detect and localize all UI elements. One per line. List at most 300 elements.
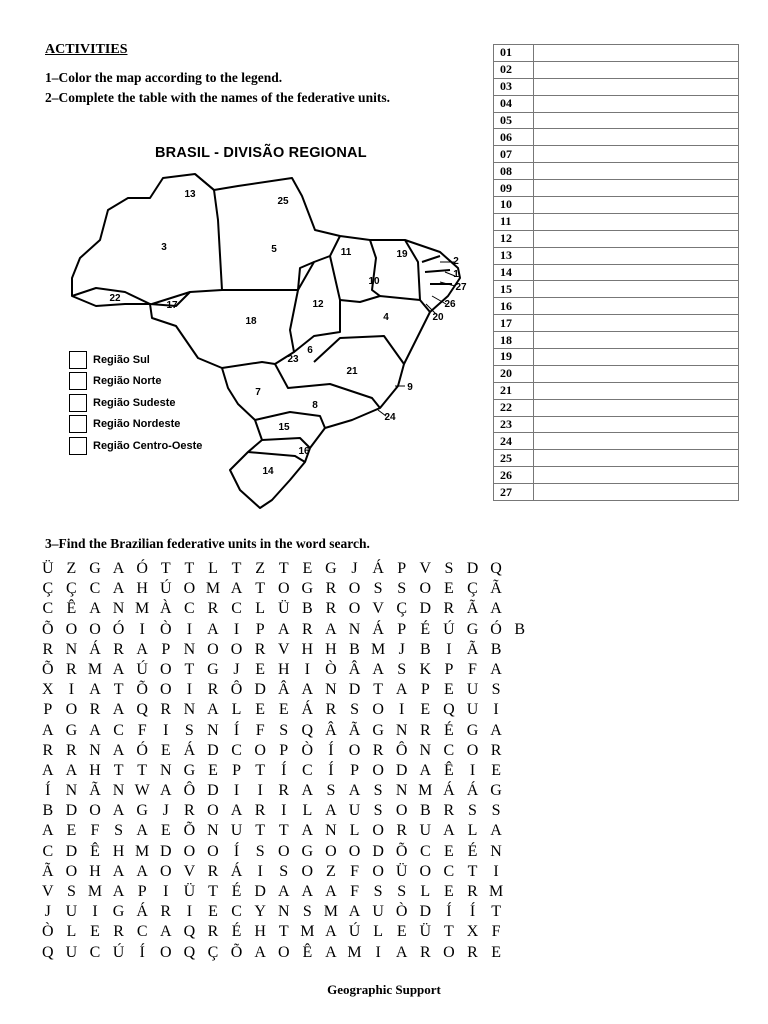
letter-cell[interactable]: Z	[326, 862, 336, 880]
legend-color-box[interactable]	[69, 437, 87, 455]
letter-cell[interactable]: C	[231, 903, 242, 921]
answer-cell[interactable]	[534, 467, 739, 484]
letter-cell[interactable]: Á	[443, 782, 455, 800]
letter-cell[interactable]: O	[159, 681, 172, 699]
letter-cell[interactable]: E	[396, 923, 407, 941]
letter-cell[interactable]: A	[325, 802, 337, 820]
letter-cell[interactable]: J	[233, 660, 240, 678]
letter-cell[interactable]: E	[491, 761, 501, 779]
letter-cell[interactable]: I	[68, 681, 75, 699]
answer-cell[interactable]	[534, 484, 739, 501]
answer-cell[interactable]	[534, 78, 739, 95]
letter-cell[interactable]: C	[184, 600, 195, 618]
letter-cell[interactable]: Ã	[466, 600, 479, 618]
letter-cell[interactable]: I	[233, 782, 240, 800]
letter-cell[interactable]: D	[65, 802, 78, 820]
letter-cell[interactable]: C	[42, 600, 54, 618]
letter-cell[interactable]: N	[395, 721, 408, 739]
letter-cell[interactable]: T	[491, 903, 501, 921]
letter-cell[interactable]: A	[301, 782, 314, 800]
letter-cell[interactable]: S	[373, 580, 383, 598]
letter-cell[interactable]: Ò	[42, 923, 54, 941]
letter-cell[interactable]: R	[372, 741, 384, 759]
letter-cell[interactable]: E	[444, 883, 454, 900]
letter-cell[interactable]: B	[419, 802, 431, 820]
letter-cell[interactable]: R	[396, 822, 408, 840]
letter-cell[interactable]: I	[446, 640, 452, 658]
letter-cell[interactable]: R	[467, 943, 478, 961]
letter-cell[interactable]: Ç	[207, 943, 219, 961]
letter-cell[interactable]: S	[468, 802, 477, 820]
letter-cell[interactable]: R	[325, 580, 337, 598]
word-search-grid[interactable]	[36, 559, 531, 963]
letter-cell[interactable]: G	[136, 802, 148, 820]
letter-cell[interactable]: Ü	[419, 923, 432, 941]
letter-cell[interactable]: R	[160, 701, 172, 719]
letter-cell[interactable]: U	[65, 903, 78, 921]
letter-cell[interactable]: P	[397, 620, 407, 638]
letter-cell[interactable]: N	[277, 903, 290, 921]
letter-cell[interactable]: S	[397, 883, 407, 900]
letter-cell[interactable]: A	[89, 721, 101, 739]
letter-cell[interactable]: U	[65, 943, 78, 961]
letter-cell[interactable]: O	[230, 640, 243, 658]
letter-cell[interactable]: R	[278, 782, 290, 800]
letter-cell[interactable]: S	[279, 862, 289, 880]
letter-cell[interactable]: I	[139, 620, 145, 638]
letter-cell[interactable]: O	[419, 862, 432, 880]
letter-cell[interactable]: S	[491, 802, 501, 820]
letter-cell[interactable]: O	[207, 842, 219, 860]
letter-cell[interactable]: C	[301, 761, 313, 779]
letter-cell[interactable]: O	[207, 802, 219, 820]
letter-cell[interactable]: Õ	[42, 660, 54, 678]
answer-cell[interactable]	[534, 416, 739, 433]
answer-cell[interactable]	[534, 146, 739, 163]
letter-cell[interactable]: T	[467, 862, 478, 880]
letter-cell[interactable]: A	[112, 802, 125, 820]
letter-cell[interactable]: D	[419, 903, 432, 921]
letter-cell[interactable]: O	[207, 640, 219, 658]
letter-cell[interactable]: D	[419, 600, 432, 618]
letter-cell[interactable]: H	[325, 640, 337, 658]
letter-cell[interactable]: I	[399, 701, 405, 719]
answer-cell[interactable]	[534, 61, 739, 78]
letter-cell[interactable]: V	[372, 600, 384, 618]
letter-cell[interactable]: I	[493, 862, 499, 880]
answer-cell[interactable]	[534, 315, 739, 332]
letter-cell[interactable]: A	[490, 721, 502, 739]
letter-cell[interactable]: O	[372, 822, 384, 840]
letter-cell[interactable]: S	[326, 782, 336, 800]
letter-cell[interactable]: Í	[233, 721, 240, 739]
letter-cell[interactable]: Í	[328, 741, 334, 759]
letter-cell[interactable]: G	[301, 842, 314, 860]
letter-cell[interactable]: G	[325, 560, 337, 577]
letter-cell[interactable]: F	[491, 923, 501, 941]
letter-cell[interactable]: Ü	[42, 560, 54, 577]
letter-cell[interactable]: U	[230, 822, 243, 840]
letter-cell[interactable]: O	[159, 660, 172, 678]
letter-cell[interactable]: E	[66, 822, 77, 840]
letter-cell[interactable]: A	[419, 761, 432, 779]
answer-cell[interactable]	[534, 163, 739, 180]
letter-cell[interactable]: M	[87, 660, 103, 678]
letter-cell[interactable]: N	[89, 741, 101, 759]
letter-cell[interactable]: N	[112, 600, 125, 618]
letter-cell[interactable]: A	[42, 822, 54, 840]
letter-cell[interactable]: I	[257, 862, 263, 880]
letter-cell[interactable]: Ú	[136, 660, 148, 678]
letter-cell[interactable]: M	[488, 883, 504, 900]
letter-cell[interactable]: Z	[255, 560, 266, 577]
letter-cell[interactable]: Ç	[66, 580, 77, 598]
letter-cell[interactable]: T	[231, 560, 242, 577]
letter-cell[interactable]: I	[375, 943, 381, 961]
letter-cell[interactable]: E	[444, 681, 454, 699]
letter-cell[interactable]: O	[277, 943, 290, 961]
letter-cell[interactable]: J	[162, 802, 169, 820]
letter-cell[interactable]: F	[350, 862, 359, 880]
letter-cell[interactable]: B	[42, 802, 54, 820]
letter-cell[interactable]: Ç	[467, 580, 478, 598]
legend-color-box[interactable]	[69, 394, 87, 412]
letter-cell[interactable]: G	[490, 782, 502, 800]
letter-cell[interactable]: R	[66, 741, 77, 759]
letter-cell[interactable]: A	[325, 883, 337, 900]
letter-cell[interactable]: A	[277, 883, 290, 900]
letter-cell[interactable]: E	[444, 580, 454, 598]
letter-cell[interactable]: O	[183, 842, 196, 860]
letter-cell[interactable]: Ü	[183, 883, 196, 900]
letter-cell[interactable]: Í	[45, 782, 51, 800]
letter-cell[interactable]: A	[112, 560, 125, 577]
letter-cell[interactable]: Â	[325, 721, 337, 739]
letter-cell[interactable]: S	[444, 560, 454, 577]
letter-cell[interactable]: S	[255, 842, 265, 860]
letter-cell[interactable]: M	[347, 943, 362, 961]
letter-cell[interactable]: O	[65, 701, 78, 719]
letter-cell[interactable]: J	[398, 640, 405, 658]
letter-cell[interactable]: Ç	[396, 600, 408, 618]
letter-cell[interactable]: R	[42, 640, 54, 658]
letter-cell[interactable]: G	[301, 580, 314, 598]
letter-cell[interactable]: P	[397, 560, 407, 577]
letter-cell[interactable]: Á	[230, 862, 243, 880]
letter-cell[interactable]: Á	[89, 640, 101, 658]
letter-cell[interactable]: É	[231, 883, 242, 900]
letter-cell[interactable]: Á	[372, 620, 384, 638]
letter-cell[interactable]: A	[301, 822, 314, 840]
letter-cell[interactable]: Ô	[395, 741, 408, 759]
letter-cell[interactable]: H	[112, 842, 125, 860]
letter-cell[interactable]: O	[183, 580, 196, 598]
letter-cell[interactable]: T	[113, 681, 124, 699]
letter-cell[interactable]: D	[207, 782, 219, 800]
letter-cell[interactable]: É	[231, 923, 242, 941]
letter-cell[interactable]: C	[443, 862, 455, 880]
letter-cell[interactable]: F	[350, 883, 359, 900]
letter-cell[interactable]: L	[231, 701, 242, 719]
letter-cell[interactable]: C	[89, 943, 101, 961]
answer-cell[interactable]	[534, 349, 739, 366]
letter-cell[interactable]: Í	[281, 761, 287, 779]
letter-cell[interactable]: U	[372, 903, 384, 921]
letter-cell[interactable]: R	[42, 741, 54, 759]
letter-cell[interactable]: B	[419, 640, 431, 658]
letter-cell[interactable]: F	[90, 822, 100, 840]
letter-cell[interactable]: T	[278, 923, 289, 941]
letter-cell[interactable]: Ê	[302, 943, 313, 961]
letter-cell[interactable]: O	[277, 580, 290, 598]
letter-cell[interactable]: A	[372, 660, 384, 678]
letter-cell[interactable]: Ã	[490, 580, 502, 598]
letter-cell[interactable]: P	[43, 701, 53, 719]
letter-cell[interactable]: G	[89, 560, 101, 577]
letter-cell[interactable]: I	[257, 782, 263, 800]
letter-cell[interactable]: O	[348, 741, 361, 759]
letter-cell[interactable]: Â	[277, 681, 290, 699]
letter-cell[interactable]: A	[159, 923, 172, 941]
letter-cell[interactable]: Ê	[444, 761, 454, 779]
letter-cell[interactable]: A	[89, 681, 101, 699]
letter-cell[interactable]: Í	[233, 842, 240, 860]
answer-cell[interactable]	[534, 365, 739, 382]
letter-cell[interactable]: A	[112, 701, 125, 719]
legend-item[interactable]	[69, 435, 202, 457]
letter-cell[interactable]: F	[137, 721, 147, 739]
letter-cell[interactable]: Á	[301, 701, 314, 719]
letter-cell[interactable]: A	[443, 822, 455, 840]
letter-cell[interactable]: S	[373, 802, 383, 820]
letter-cell[interactable]: S	[350, 701, 359, 719]
letter-cell[interactable]: A	[230, 580, 243, 598]
letter-cell[interactable]: T	[208, 883, 218, 900]
letter-cell[interactable]: O	[419, 580, 432, 598]
letter-cell[interactable]: R	[419, 721, 431, 739]
letter-cell[interactable]: A	[325, 620, 337, 638]
answer-cell[interactable]	[534, 197, 739, 214]
letter-cell[interactable]: Q	[490, 560, 502, 577]
letter-cell[interactable]: O	[348, 600, 361, 618]
letter-cell[interactable]: B	[349, 640, 360, 658]
letter-cell[interactable]: I	[186, 903, 193, 921]
letter-cell[interactable]: O	[254, 741, 266, 759]
answer-cell[interactable]	[534, 433, 739, 450]
letter-cell[interactable]: O	[65, 862, 78, 880]
answer-cell[interactable]	[534, 450, 739, 467]
letter-cell[interactable]: S	[302, 903, 312, 921]
letter-cell[interactable]: S	[373, 782, 383, 800]
letter-cell[interactable]: R	[207, 923, 219, 941]
letter-cell[interactable]: A	[112, 883, 125, 900]
letter-cell[interactable]: R	[207, 862, 219, 880]
letter-cell[interactable]: C	[42, 842, 54, 860]
letter-cell[interactable]: Ê	[90, 842, 100, 860]
letter-cell[interactable]: T	[373, 681, 383, 699]
letter-cell[interactable]: Q	[301, 721, 314, 739]
letter-cell[interactable]: V	[183, 862, 196, 880]
answer-cell[interactable]	[534, 230, 739, 247]
letter-cell[interactable]: Ò	[395, 903, 408, 921]
letter-cell[interactable]: B	[490, 640, 502, 658]
letter-cell[interactable]: A	[136, 640, 148, 658]
letter-cell[interactable]: A	[112, 580, 125, 598]
letter-cell[interactable]: A	[136, 862, 148, 880]
letter-cell[interactable]: A	[207, 701, 219, 719]
letter-cell[interactable]: Á	[372, 560, 384, 577]
letter-cell[interactable]: C	[113, 721, 124, 739]
letter-cell[interactable]: G	[207, 660, 219, 678]
letter-cell[interactable]: O	[325, 842, 337, 860]
letter-cell[interactable]: G	[183, 761, 196, 779]
letter-cell[interactable]: Á	[466, 782, 479, 800]
letter-cell[interactable]: F	[255, 721, 265, 739]
letter-cell[interactable]: T	[278, 560, 289, 577]
letter-cell[interactable]: A	[42, 721, 54, 739]
letter-cell[interactable]: A	[42, 761, 54, 779]
letter-cell[interactable]: Ú	[159, 580, 172, 598]
letter-cell[interactable]: S	[491, 681, 501, 699]
letter-cell[interactable]: S	[66, 883, 76, 900]
letter-cell[interactable]: A	[136, 822, 148, 840]
letter-cell[interactable]: Ú	[348, 923, 361, 941]
letter-cell[interactable]: T	[184, 660, 195, 678]
letter-cell[interactable]: Ú	[112, 943, 125, 961]
letter-cell[interactable]: H	[301, 640, 314, 658]
letter-cell[interactable]: N	[325, 822, 337, 840]
letter-cell[interactable]: P	[420, 681, 430, 699]
letter-cell[interactable]: N	[183, 640, 196, 658]
letter-cell[interactable]: U	[466, 701, 479, 719]
letter-cell[interactable]: R	[184, 802, 195, 820]
letter-cell[interactable]: X	[42, 681, 54, 699]
letter-cell[interactable]: P	[255, 620, 265, 638]
letter-cell[interactable]: I	[493, 701, 499, 719]
letter-cell[interactable]: E	[278, 701, 289, 719]
letter-cell[interactable]: N	[207, 721, 219, 739]
letter-cell[interactable]: Á	[136, 903, 148, 921]
letter-cell[interactable]: C	[231, 741, 242, 759]
letter-cell[interactable]: A	[301, 681, 314, 699]
letter-cell[interactable]: Y	[254, 903, 266, 921]
letter-cell[interactable]: I	[163, 883, 169, 900]
letter-cell[interactable]: M	[205, 580, 221, 598]
letter-cell[interactable]: X	[466, 923, 479, 941]
letter-cell[interactable]: Ç	[42, 580, 54, 598]
legend-color-box[interactable]	[69, 372, 87, 390]
letter-cell[interactable]: A	[254, 943, 266, 961]
letter-cell[interactable]: P	[232, 761, 241, 779]
letter-cell[interactable]: Ã	[89, 782, 101, 800]
letter-cell[interactable]: N	[183, 701, 196, 719]
letter-cell[interactable]: O	[372, 701, 384, 719]
answer-cell[interactable]	[534, 264, 739, 281]
letter-cell[interactable]: M	[370, 640, 386, 658]
letter-cell[interactable]: R	[207, 600, 219, 618]
answer-cell[interactable]	[534, 180, 739, 197]
letter-cell[interactable]: S	[279, 721, 289, 739]
letter-cell[interactable]: É	[420, 620, 431, 638]
letter-cell[interactable]: Ú	[443, 620, 455, 638]
letter-cell[interactable]: V	[42, 883, 54, 900]
letter-cell[interactable]: Ã	[348, 721, 361, 739]
letter-cell[interactable]: E	[160, 822, 171, 840]
letter-cell[interactable]: T	[444, 923, 454, 941]
letter-cell[interactable]: P	[444, 660, 454, 678]
letter-cell[interactable]: E	[208, 761, 218, 779]
letter-cell[interactable]: O	[348, 580, 361, 598]
letter-cell[interactable]: É	[467, 842, 478, 860]
letter-cell[interactable]: O	[159, 862, 172, 880]
answer-cell[interactable]	[534, 95, 739, 112]
letter-cell[interactable]: N	[159, 761, 172, 779]
letter-cell[interactable]: A	[112, 862, 125, 880]
letter-cell[interactable]: S	[373, 883, 383, 900]
legend-item[interactable]	[69, 349, 202, 371]
letter-cell[interactable]: G	[372, 721, 384, 739]
letter-cell[interactable]: T	[255, 761, 266, 779]
letter-cell[interactable]: A	[490, 822, 502, 840]
letter-cell[interactable]: D	[65, 842, 78, 860]
letter-cell[interactable]: S	[184, 721, 194, 739]
letter-cell[interactable]: B	[514, 620, 525, 638]
letter-cell[interactable]: A	[348, 903, 361, 921]
letter-cell[interactable]: T	[184, 560, 195, 577]
letter-cell[interactable]: E	[420, 701, 431, 719]
letter-cell[interactable]: A	[348, 782, 361, 800]
answer-cell[interactable]	[534, 112, 739, 129]
letter-cell[interactable]: R	[443, 802, 455, 820]
letter-cell[interactable]: I	[163, 721, 169, 739]
letter-cell[interactable]: L	[302, 802, 313, 820]
letter-cell[interactable]: D	[395, 761, 408, 779]
letter-cell[interactable]: R	[113, 640, 124, 658]
letter-cell[interactable]: O	[277, 842, 290, 860]
answer-cell[interactable]	[534, 382, 739, 399]
letter-cell[interactable]: A	[207, 620, 219, 638]
letter-cell[interactable]: G	[466, 620, 479, 638]
legend-color-box[interactable]	[69, 415, 87, 433]
letter-cell[interactable]: N	[112, 782, 125, 800]
letter-cell[interactable]: H	[277, 660, 290, 678]
letter-cell[interactable]: N	[419, 741, 432, 759]
letter-cell[interactable]: I	[186, 681, 193, 699]
letter-cell[interactable]: O	[348, 842, 361, 860]
letter-cell[interactable]: R	[207, 681, 219, 699]
letter-cell[interactable]: R	[490, 741, 502, 759]
letter-cell[interactable]: Q	[42, 943, 54, 961]
letter-cell[interactable]: M	[135, 842, 150, 860]
letter-cell[interactable]: Ê	[66, 600, 77, 618]
letter-cell[interactable]: S	[114, 822, 124, 840]
letter-cell[interactable]: T	[160, 560, 171, 577]
letter-cell[interactable]: D	[348, 681, 361, 699]
letter-cell[interactable]: Õ	[42, 620, 54, 638]
letter-cell[interactable]: R	[254, 640, 266, 658]
letter-cell[interactable]: R	[254, 802, 266, 820]
letter-cell[interactable]: R	[467, 883, 478, 900]
legend-item[interactable]	[69, 392, 202, 414]
letter-cell[interactable]: Ü	[395, 862, 408, 880]
letter-cell[interactable]: Z	[66, 560, 77, 577]
letter-cell[interactable]: M	[87, 883, 103, 900]
letter-cell[interactable]: Ó	[136, 560, 148, 577]
answer-cell[interactable]	[534, 399, 739, 416]
letter-cell[interactable]: E	[255, 660, 266, 678]
letter-cell[interactable]: M	[323, 903, 339, 921]
letter-cell[interactable]: A	[89, 600, 101, 618]
